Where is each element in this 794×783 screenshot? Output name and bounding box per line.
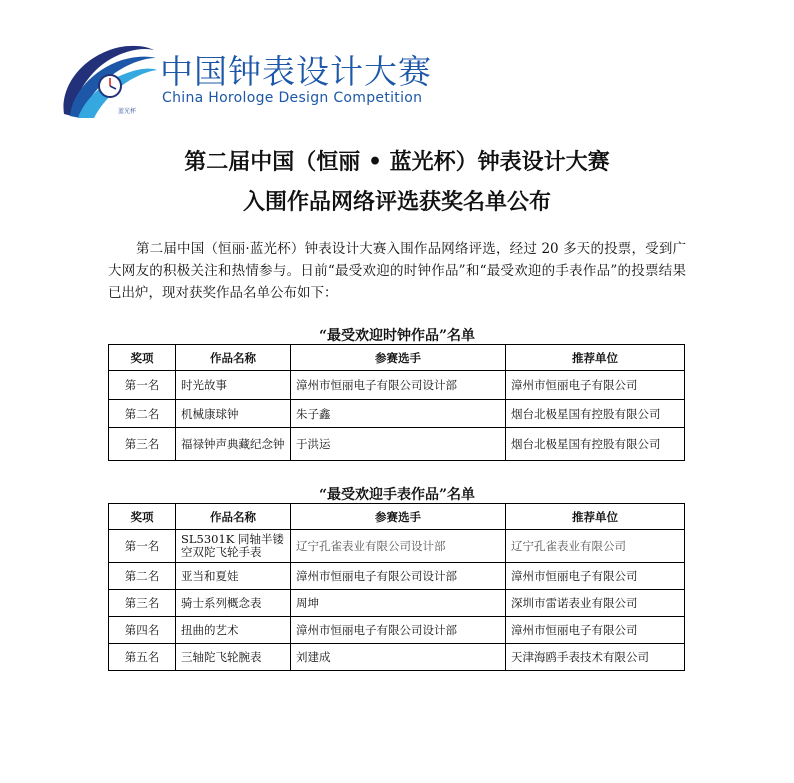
entrant-cell: 朱子鑫 bbox=[291, 400, 506, 428]
logo-title-en: China Horologe Design Competition bbox=[162, 90, 423, 106]
table-row bbox=[109, 590, 685, 617]
award-cell: 第三名 bbox=[109, 428, 176, 461]
col-header-entrant: 参赛选手 bbox=[291, 345, 506, 371]
page-title-line1: 第二届中国（恒丽 • 蓝光杯）钟表设计大赛 bbox=[184, 149, 610, 175]
intro-paragraph bbox=[108, 238, 686, 304]
logo-small-text: 蓝光杯 bbox=[118, 108, 137, 115]
work-cell: 时光故事 bbox=[176, 371, 291, 400]
table-header-row bbox=[109, 345, 685, 371]
unit-cell: 漳州市恒丽电子有限公司 bbox=[506, 617, 685, 644]
unit-cell: 深圳市雷诺表业有限公司 bbox=[506, 590, 685, 617]
entrant-cell: 辽宁孔雀表业有限公司设计部 bbox=[291, 530, 506, 563]
watch-awards-table bbox=[108, 503, 685, 671]
work-cell: 扭曲的艺术 bbox=[176, 617, 291, 644]
col-header-unit: 推荐单位 bbox=[506, 345, 685, 371]
logo-emblem-icon bbox=[58, 36, 158, 122]
logo-title-cn: 中国钟表设计大赛 bbox=[160, 52, 432, 91]
entrant-cell: 于洪运 bbox=[291, 428, 506, 461]
work-cell: SL5301K 同轴半镂空双陀飞轮手表 bbox=[176, 530, 291, 563]
table-row bbox=[109, 617, 685, 644]
table-header-row bbox=[109, 504, 685, 530]
entrant-cell: 周坤 bbox=[291, 590, 506, 617]
table-row bbox=[109, 371, 685, 400]
work-cell: 三轴陀飞轮腕表 bbox=[176, 644, 291, 671]
competition-logo bbox=[58, 36, 432, 122]
clock-awards-table bbox=[108, 344, 685, 461]
work-cell: 亚当和夏娃 bbox=[176, 563, 291, 590]
table-row bbox=[109, 644, 685, 671]
table-row bbox=[109, 400, 685, 428]
table1-title: “最受欢迎时钟作品”名单 bbox=[318, 328, 476, 344]
award-cell: 第三名 bbox=[109, 590, 176, 617]
entrant-cell: 漳州市恒丽电子有限公司设计部 bbox=[291, 371, 506, 400]
col-header-unit: 推荐单位 bbox=[506, 504, 685, 530]
col-header-work: 作品名称 bbox=[176, 345, 291, 371]
award-cell: 第一名 bbox=[109, 371, 176, 400]
page-title-line2: 入围作品网络评选获奖名单公布 bbox=[242, 189, 551, 215]
award-cell: 第一名 bbox=[109, 530, 176, 563]
work-cell: 机械康球钟 bbox=[176, 400, 291, 428]
table-row bbox=[109, 530, 685, 563]
award-cell: 第二名 bbox=[109, 400, 176, 428]
entrant-cell: 漳州市恒丽电子有限公司设计部 bbox=[291, 563, 506, 590]
table2-title: “最受欢迎手表作品”名单 bbox=[318, 487, 476, 503]
work-cell: 骑士系列概念表 bbox=[176, 590, 291, 617]
entrant-cell: 刘建成 bbox=[291, 644, 506, 671]
award-cell: 第四名 bbox=[109, 617, 176, 644]
work-cell: 福禄钟声典藏纪念钟 bbox=[176, 428, 291, 461]
award-cell: 第二名 bbox=[109, 563, 176, 590]
col-header-award: 奖项 bbox=[109, 345, 176, 371]
unit-cell: 烟台北极星国有控股有限公司 bbox=[506, 400, 685, 428]
unit-cell: 辽宁孔雀表业有限公司 bbox=[506, 530, 685, 563]
intro-text: 第二届中国（恒丽·蓝光杯）钟表设计大赛入围作品网络评选，经过 20 多天的投票，受到广大网友的积极关注和热情参与。日前“最受欢迎的时钟作品”和“最受欢迎的手表作品”的投票结果已出炉，现对获奖作品名单公布如下： bbox=[108, 241, 686, 301]
table-row bbox=[109, 428, 685, 461]
col-header-entrant: 参赛选手 bbox=[291, 504, 506, 530]
unit-cell: 漳州市恒丽电子有限公司 bbox=[506, 371, 685, 400]
table-row bbox=[109, 563, 685, 590]
unit-cell: 天津海鸥手表技术有限公司 bbox=[506, 644, 685, 671]
col-header-award: 奖项 bbox=[109, 504, 176, 530]
entrant-cell: 漳州市恒丽电子有限公司设计部 bbox=[291, 617, 506, 644]
col-header-work: 作品名称 bbox=[176, 504, 291, 530]
award-cell: 第五名 bbox=[109, 644, 176, 671]
unit-cell: 烟台北极星国有控股有限公司 bbox=[506, 428, 685, 461]
unit-cell: 漳州市恒丽电子有限公司 bbox=[506, 563, 685, 590]
